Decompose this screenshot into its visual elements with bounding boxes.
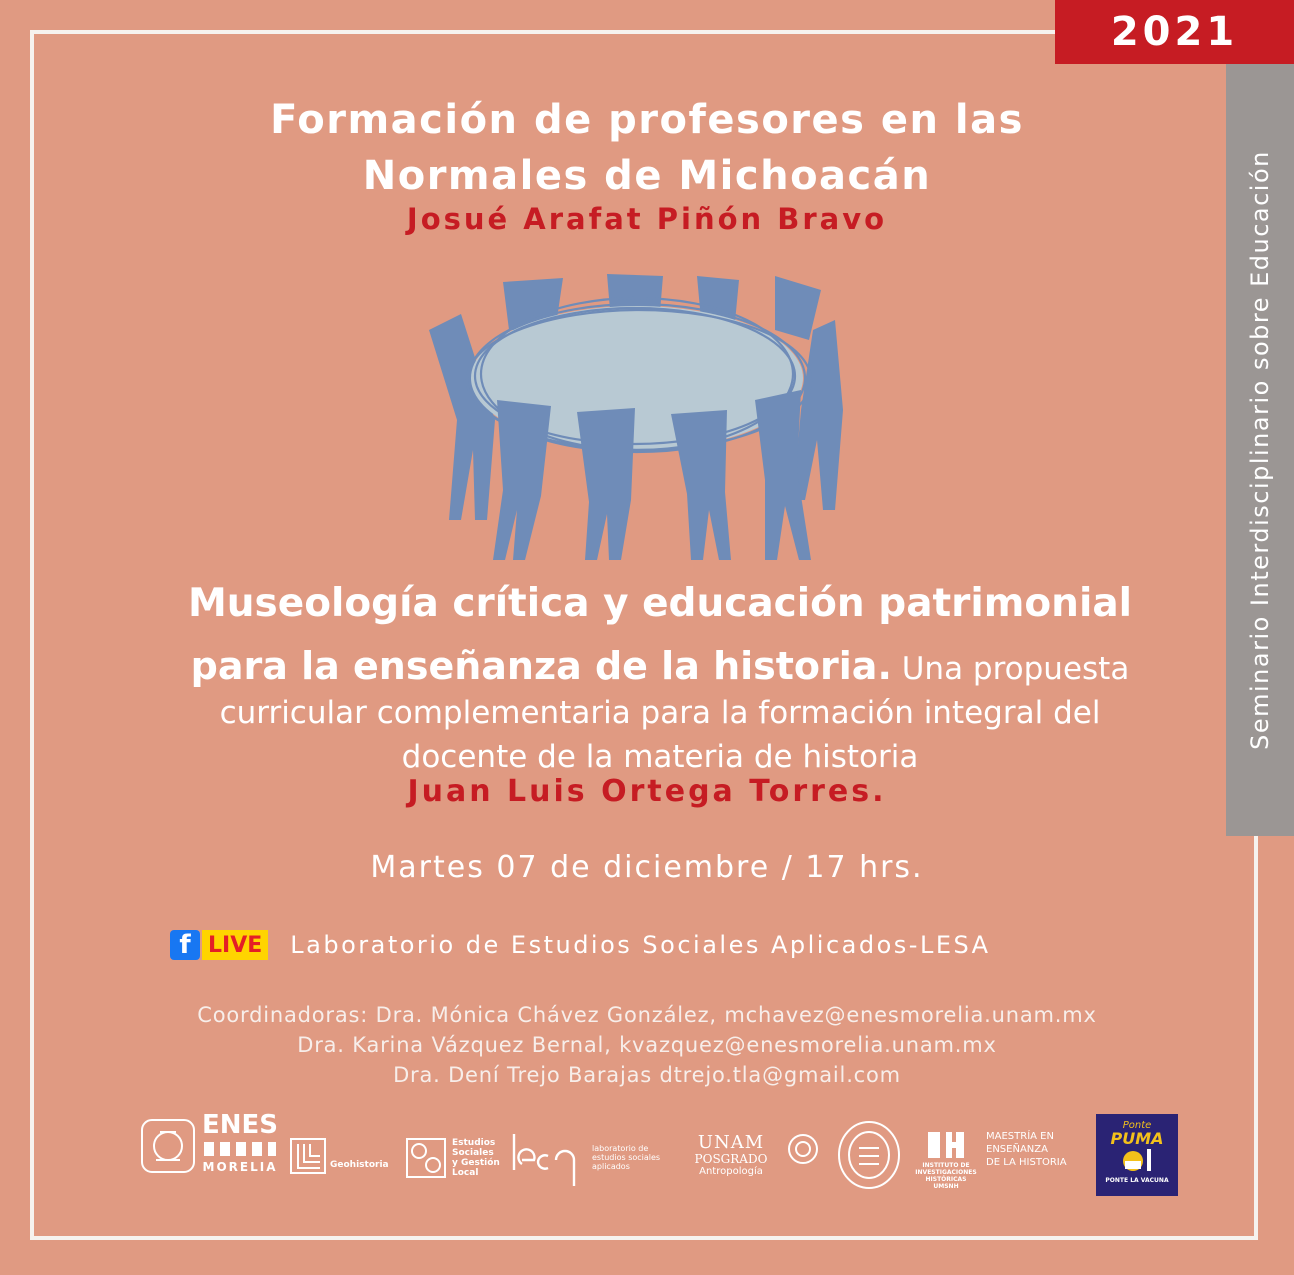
meh-text-3: DE LA HISTORIA xyxy=(986,1157,1067,1168)
iih-text-3: HISTÓRICAS xyxy=(925,1176,967,1183)
meeting-table-illustration xyxy=(425,270,845,560)
lesa-text-2: estudios sociales xyxy=(592,1153,661,1162)
event-date: Martes 07 de diciembre / 17 hrs. xyxy=(370,850,924,885)
talk2-desc-line1-rest: Una propuesta xyxy=(901,651,1130,687)
puma-text-3: PONTE LA VACUNA xyxy=(1105,1177,1169,1184)
iih-text-2: INVESTIGACIONES xyxy=(915,1169,977,1176)
chair-front-3 xyxy=(671,410,731,560)
esgl-logo-text xyxy=(452,1138,500,1178)
lesa-text-3: aplicados xyxy=(592,1162,630,1171)
iih-text-1: INSTITUTO DE xyxy=(922,1162,970,1169)
coordinator-line-2: Dra. Karina Vázquez Bernal, kvazquez@enesmorelia.unam.mx xyxy=(297,1033,997,1057)
esgl-text-3: y Gestión xyxy=(452,1158,500,1168)
talk1-author: Josué Arafat Piñón Bravo xyxy=(406,202,888,236)
iih-text-4: UMSNH xyxy=(933,1183,959,1190)
ponte-puma-logo xyxy=(1096,1114,1178,1196)
esgl-text-2: Sociales xyxy=(452,1148,494,1158)
unam-sub-text: Antropología xyxy=(699,1166,763,1177)
lesa-logo-icon xyxy=(508,1130,582,1186)
puma-mascot-icon xyxy=(1117,1147,1157,1173)
talk2-author: Juan Luis Ortega Torres. xyxy=(407,774,887,809)
coordinators-block xyxy=(0,1000,1294,1090)
esgl-text-4: Local xyxy=(452,1168,479,1178)
talk2-desc-line1 xyxy=(110,644,1210,691)
unam-small-crest-icon xyxy=(786,1132,820,1166)
talk2-description xyxy=(110,644,1210,779)
chair-front-1 xyxy=(493,400,551,560)
enes-logo-text: ENES xyxy=(202,1110,279,1140)
live-badge: LIVE xyxy=(202,930,268,960)
facebook-live-row[interactable] xyxy=(170,930,991,960)
esgl-icon xyxy=(406,1138,446,1178)
maestria-logo-text xyxy=(986,1130,1067,1169)
enes-columns-icon xyxy=(202,1140,278,1156)
umsnh-seal-icon xyxy=(836,1120,902,1190)
facebook-icon: f xyxy=(170,930,200,960)
geohistoria-icon xyxy=(290,1138,326,1174)
puma-text-1: Ponte xyxy=(1122,1120,1152,1131)
chair-front-2 xyxy=(577,408,635,560)
geohistoria-logo-text: Geohistoria xyxy=(330,1160,389,1170)
talk2-title: Museología crítica y educación patrimonial xyxy=(187,581,1133,626)
sponsor-logos xyxy=(130,1110,1190,1200)
unam-crest-logo xyxy=(138,1116,198,1176)
talk2-desc-line3: docente de la materia de historia xyxy=(401,739,919,775)
meh-text-2: ENSEÑANZA xyxy=(986,1144,1048,1155)
live-channel-name: Laboratorio de Estudios Sociales Aplicados-LESA xyxy=(290,931,991,959)
talk1-title-line1: Formación de profesores en las xyxy=(270,97,1024,143)
iih-logo-text xyxy=(910,1162,982,1190)
talk2-title-line2: para la enseñanza de la historia. xyxy=(190,644,892,688)
unam-top-text: UNAM xyxy=(697,1132,765,1153)
puma-text-2: PUMA xyxy=(1110,1129,1164,1148)
chair-right xyxy=(793,320,843,510)
enes-logo-subtext: MORELIA xyxy=(202,1160,278,1174)
talk1-title xyxy=(0,92,1294,204)
unam-mid-text: POSGRADO xyxy=(694,1152,768,1166)
talk1-title-line2: Normales de Michoacán xyxy=(362,153,932,199)
iih-icon xyxy=(926,1130,966,1160)
lesa-logo-text xyxy=(592,1144,660,1171)
unam-posgrado-logo xyxy=(676,1134,786,1177)
enes-morelia-logo xyxy=(202,1110,278,1174)
coordinator-line-1: Coordinadoras: Dra. Mónica Chávez González, mchavez@enesmorelia.unam.mx xyxy=(197,1003,1097,1027)
coordinator-line-3: Dra. Dení Trejo Barajas dtrejo.tla@gmail.com xyxy=(393,1063,901,1087)
lesa-text-1: laboratorio de xyxy=(592,1144,649,1153)
sidebar-title: Seminario Interdisciplinario sobre Educación xyxy=(1246,150,1274,750)
year-badge: 2021 xyxy=(1055,0,1294,64)
esgl-text-1: Estudios xyxy=(452,1138,496,1148)
meh-text-1: MAESTRÍA EN xyxy=(986,1131,1054,1142)
talk2-desc-line2: curricular complementaria para la formación integral del xyxy=(219,695,1101,731)
